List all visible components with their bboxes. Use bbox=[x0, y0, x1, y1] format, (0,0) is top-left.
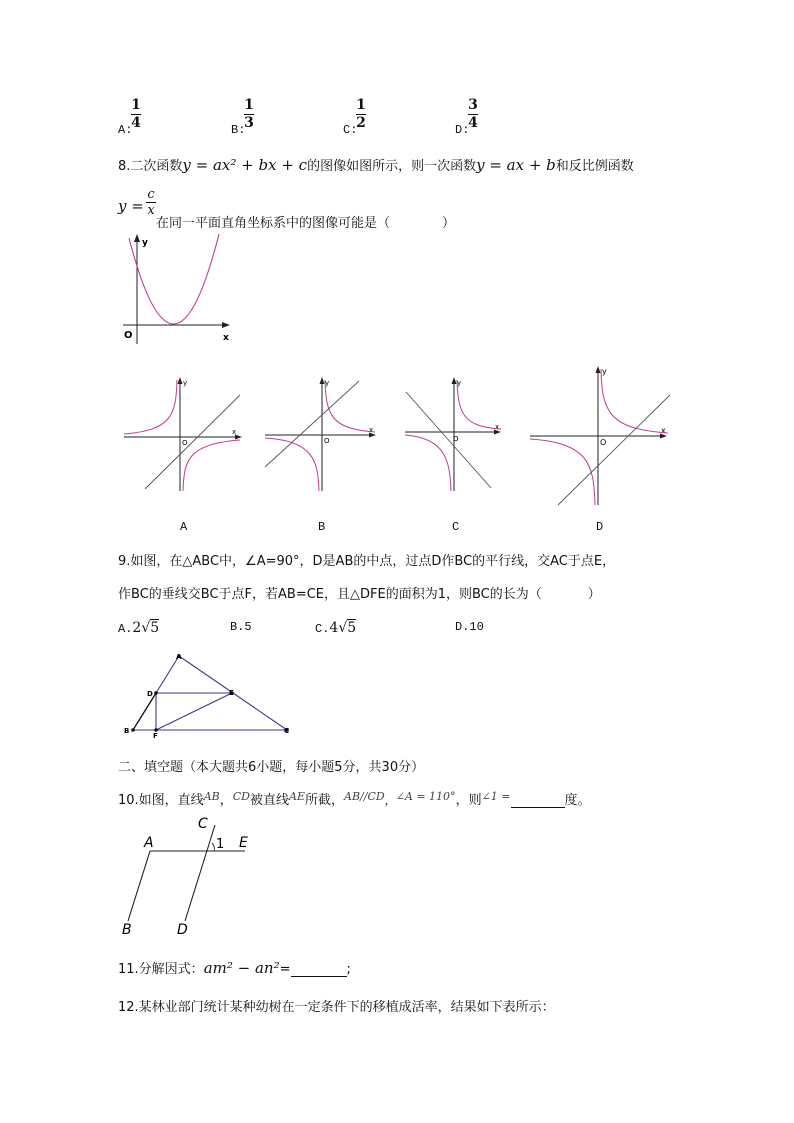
q9-line2-close: ） bbox=[587, 587, 601, 602]
hyperbola-branch-1 bbox=[325, 380, 375, 432]
q7-option-c: C: bbox=[343, 123, 358, 137]
q8-choice-graph-b bbox=[263, 375, 388, 493]
linear-line bbox=[265, 381, 359, 467]
q7-option-b-fraction bbox=[244, 98, 254, 131]
q9-line1: 9.如图，在△ABC中，∠A=90°，D是AB的中点，过点D作BC的平行线，交AC于点E， bbox=[118, 554, 616, 569]
segment-fe bbox=[156, 693, 232, 730]
numerator: 1 bbox=[356, 97, 366, 113]
option-radicand: 5 bbox=[347, 620, 357, 636]
q8-mid: 的图像如图所示，则一次函数 bbox=[307, 159, 477, 174]
q8-choice-graph-d bbox=[528, 363, 673, 508]
y-axis-arrow bbox=[178, 377, 183, 384]
q11-answer-blank[interactable] bbox=[291, 962, 347, 977]
q11-prefix: 11.分解因式： bbox=[118, 962, 204, 977]
segment-bd-dark bbox=[133, 693, 156, 730]
q7-option-a-fraction bbox=[131, 98, 141, 131]
denominator: 4 bbox=[131, 115, 141, 131]
y-axis-arrow bbox=[320, 377, 325, 384]
q10-parallel: AB//CD bbox=[344, 790, 385, 803]
q8-choice-label-b: B bbox=[318, 520, 326, 534]
y-label: y bbox=[183, 379, 188, 387]
q8-inverse-fraction bbox=[146, 188, 156, 217]
q9-option-a: A.2√5 bbox=[118, 620, 160, 636]
denominator: x bbox=[147, 203, 155, 218]
q11-expression: am² − an² bbox=[203, 959, 280, 977]
hyperbola-branch-1 bbox=[124, 380, 177, 434]
q10-mid: 被直线 bbox=[249, 793, 289, 808]
q8-close: ） bbox=[442, 216, 456, 231]
q7-option-a: A: bbox=[118, 123, 133, 137]
label-f: F bbox=[153, 732, 158, 740]
origin-label: O bbox=[324, 437, 330, 445]
q9-option-c: C.4√5 bbox=[315, 620, 357, 636]
q9-triangle-figure bbox=[120, 648, 300, 740]
q7-option-c-fraction bbox=[356, 98, 366, 131]
q9-line2-text: 作BC的垂线交BC于点F，若AB=CE，且△DFE的面积为1，则BC的长为（ bbox=[118, 587, 542, 602]
label-c: C bbox=[284, 727, 290, 735]
q10-answer-blank[interactable] bbox=[511, 793, 565, 808]
q10-cd: CD bbox=[232, 790, 250, 803]
q10-text: 10.如图，直线$^{AB}$，$^{CD}$被直线$^{AE}$所截，$^{AB//CD}$，$^{\angle A = 110^\circ}$，则$^{\angle 1 =}$ 度。 bbox=[118, 790, 591, 808]
label-c: C bbox=[198, 816, 208, 832]
option-label: C. bbox=[315, 622, 330, 636]
y-label: y bbox=[457, 379, 462, 387]
q8-parabola-graph bbox=[115, 232, 240, 347]
denominator: 2 bbox=[356, 115, 366, 131]
q10-ab: AB bbox=[203, 790, 220, 803]
denominator: 3 bbox=[244, 115, 254, 131]
y-label: y bbox=[325, 379, 330, 387]
q11-equals: = bbox=[279, 962, 291, 977]
q10-ae: AE bbox=[289, 790, 305, 803]
label-e: E bbox=[229, 689, 234, 697]
q9-option-d: D.10 bbox=[455, 620, 484, 634]
origin-label: O bbox=[600, 438, 607, 447]
hyperbola-branch-1 bbox=[457, 380, 501, 429]
q8-quadratic: y = ax² + bx + c bbox=[182, 156, 308, 174]
numerator: 1 bbox=[131, 97, 141, 113]
hyperbola-branch-2 bbox=[405, 435, 451, 491]
x-label: x bbox=[369, 426, 374, 434]
q8-tail: 在同一平面直角坐标系中的图像可能是（ bbox=[156, 216, 391, 231]
linear-line bbox=[406, 392, 491, 488]
numerator: 1 bbox=[244, 97, 254, 113]
y-axis-arrow bbox=[596, 366, 601, 373]
q10-then: ，则 bbox=[455, 793, 482, 808]
x-label: x bbox=[232, 428, 237, 436]
label-e: E bbox=[239, 835, 248, 851]
option-coef: 2 bbox=[132, 620, 142, 636]
x-axis-arrow bbox=[222, 322, 230, 328]
origin-label: O bbox=[124, 330, 133, 341]
q11-end: ; bbox=[346, 962, 351, 977]
point-d bbox=[154, 691, 158, 695]
label-a: A bbox=[144, 835, 154, 851]
y-label: y bbox=[602, 367, 607, 376]
q8-inverse-y: y = bbox=[118, 197, 144, 215]
numerator: 3 bbox=[468, 97, 478, 113]
hyperbola-branch-1 bbox=[601, 369, 668, 433]
hyperbola-branch-2 bbox=[183, 440, 240, 491]
q10-prefix: 10.如图，直线 bbox=[118, 793, 204, 808]
q8-line2 bbox=[156, 212, 455, 231]
q10-suffix: 度。 bbox=[564, 793, 591, 808]
y-label: y bbox=[142, 238, 148, 248]
point-b bbox=[131, 728, 135, 732]
hyperbola-branch-2 bbox=[265, 438, 319, 491]
x-label: x bbox=[661, 426, 666, 435]
q8-prefix: 8.二次函数 bbox=[118, 159, 183, 174]
label-a: A bbox=[176, 653, 182, 661]
numerator: c bbox=[147, 187, 155, 202]
origin-label: O bbox=[182, 439, 188, 447]
line-ab bbox=[128, 851, 150, 921]
label-b: B bbox=[122, 922, 132, 938]
q10-sep: ， bbox=[219, 793, 233, 808]
q10-angle-1: ∠1 = bbox=[481, 790, 511, 803]
section-2-title: 二、填空题（本大题共6小题，每小题5分，共30分） bbox=[118, 760, 425, 775]
q8-suffix: 和反比例函数 bbox=[555, 159, 634, 174]
option-coef: 4 bbox=[329, 620, 339, 636]
option-radicand: 5 bbox=[150, 620, 160, 636]
q8-choice-graph-a bbox=[122, 375, 247, 493]
q9-option-b: B.5 bbox=[230, 620, 252, 634]
hyperbola-branch-2 bbox=[530, 439, 595, 505]
label-d: D bbox=[177, 922, 188, 938]
q8-choice-label-d: D bbox=[596, 520, 604, 534]
x-label: x bbox=[495, 423, 500, 431]
q7-option-d: D: bbox=[455, 123, 470, 137]
label-d: D bbox=[147, 690, 153, 698]
q8-choice-label-c: C bbox=[452, 520, 460, 534]
label-b: B bbox=[124, 727, 130, 735]
q10-angle-a: ∠A = 110° bbox=[395, 790, 456, 803]
y-axis-arrow bbox=[452, 377, 457, 384]
q9-line2 bbox=[118, 583, 601, 602]
q12-text: 12.某林业部门统计某种幼树在一定条件下的移植成活率，结果如下表所示： bbox=[118, 1000, 555, 1015]
q8-linear: y = ax + b bbox=[476, 156, 556, 174]
line-cd bbox=[185, 825, 215, 921]
x-label: x bbox=[223, 333, 229, 343]
angle-1-arc bbox=[212, 843, 214, 851]
q7-option-d-fraction bbox=[468, 98, 478, 131]
denominator: 4 bbox=[468, 115, 478, 131]
q10-mid2: 所截， bbox=[304, 793, 344, 808]
y-axis-arrow bbox=[134, 234, 140, 242]
q8-choice-graph-c bbox=[403, 375, 528, 493]
q8-choice-label-a: A bbox=[180, 520, 188, 534]
q11-text bbox=[118, 958, 351, 977]
q7-option-b: B: bbox=[231, 123, 246, 137]
option-label: A. bbox=[118, 622, 133, 636]
label-1: 1 bbox=[216, 837, 225, 852]
origin-label: O bbox=[453, 435, 459, 443]
q10-parallel-lines-figure bbox=[115, 810, 265, 940]
q8-line1 bbox=[118, 155, 634, 174]
